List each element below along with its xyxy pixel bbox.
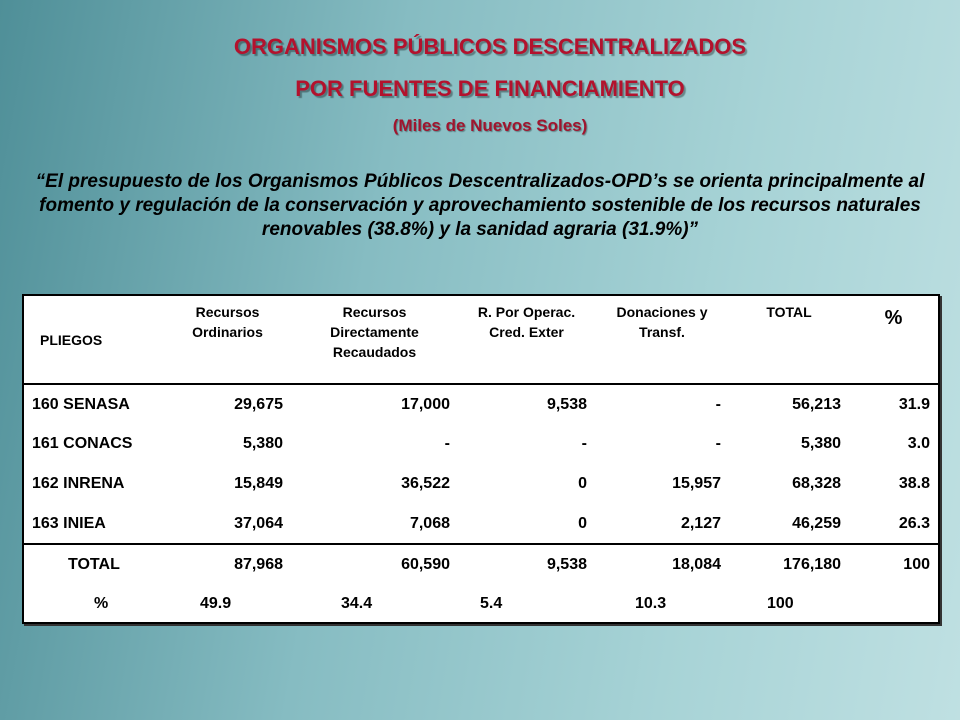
header-operac-cred-exter: R. Por Operac. Cred. Exter <box>477 304 576 340</box>
row-pliego: 162 INRENA <box>32 475 125 492</box>
cell-percent: 3.0 <box>907 435 930 452</box>
subtitle: (Miles de Nuevos Soles) <box>392 116 588 135</box>
cell-total: 68,328 <box>792 475 841 492</box>
total-row <box>24 544 938 584</box>
cell-recursos-ordinarios: 29,675 <box>164 384 291 424</box>
total-percent: 100 <box>849 544 938 584</box>
percent-donaciones: 10.3 <box>635 595 667 612</box>
cell-total: 56,213 <box>729 384 849 424</box>
budget-table <box>24 296 938 624</box>
cell-donaciones: 15,957 <box>672 475 721 492</box>
title-line-2: POR FUENTES DE FINANCIAMIENTO <box>295 76 685 101</box>
cell-percent: 38.8 <box>898 475 930 492</box>
cell-recursos-directamente-recaudados: 36,522 <box>401 475 450 492</box>
cell-recursos-directamente-recaudados: 7,068 <box>409 514 450 532</box>
cell-total: 46,259 <box>792 514 841 532</box>
header-pliegos: PLIEGOS <box>40 331 103 348</box>
percent-recursos-directamente-recaudados: 34.4 <box>341 595 373 612</box>
row-pliego: 163 INIEA <box>32 514 106 532</box>
title-line-1: ORGANISMOS PÚBLICOS DESCENTRALIZADOS <box>233 34 747 59</box>
percent-label: % <box>94 595 109 612</box>
header-donaciones: Donaciones y Transf. <box>616 304 708 340</box>
header-row <box>24 296 938 384</box>
cell-donaciones: 2,127 <box>680 514 721 532</box>
percent-empty <box>849 584 938 624</box>
header-recursos-directamente-recaudados: Recursos Directamente Recaudados <box>330 304 419 360</box>
percent-recursos-ordinarios: 49.9 <box>200 595 232 612</box>
cell-donaciones: - <box>715 435 721 452</box>
cell-total: 5,380 <box>800 435 841 452</box>
cell-recursos-directamente-recaudados: - <box>444 435 450 452</box>
total-recursos-directamente-recaudados: 60,590 <box>291 544 458 584</box>
cell-percent: 26.3 <box>898 514 930 532</box>
table-row <box>24 384 938 424</box>
table-row <box>24 504 938 544</box>
budget-table-container <box>22 294 940 624</box>
row-pliego: 160 SENASA <box>24 384 164 424</box>
header-total: TOTAL <box>766 304 812 320</box>
percent-row <box>24 584 938 624</box>
cell-donaciones: - <box>595 384 729 424</box>
cell-operac-cred-exter: 0 <box>578 475 587 492</box>
total-label: TOTAL <box>24 544 164 584</box>
cell-recursos-ordinarios: 15,849 <box>234 475 283 492</box>
percent-total: 100 <box>767 595 794 612</box>
cell-percent: 31.9 <box>849 384 938 424</box>
cell-operac-cred-exter: - <box>581 435 587 452</box>
cell-recursos-ordinarios: 37,064 <box>234 514 283 532</box>
quote-text: “El presupuesto de los Organismos Públicos Descentralizados-OPD’s se orienta principalmente al fomento y regulación de la conservación y aprovechamiento sostenible de los recursos naturales renovables (38.8%) y la sanidad agraria (31.9%)” <box>35 171 925 240</box>
total-recursos-ordinarios: 87,968 <box>164 544 291 584</box>
percent-operac-cred-exter: 5.4 <box>480 595 503 612</box>
table-row <box>24 424 938 464</box>
header-recursos-ordinarios: Recursos Ordinarios <box>192 304 263 340</box>
row-pliego: 161 CONACS <box>32 435 133 452</box>
cell-operac-cred-exter: 0 <box>578 514 587 532</box>
cell-recursos-ordinarios: 5,380 <box>242 435 283 452</box>
header-percent: % <box>884 307 903 329</box>
cell-recursos-directamente-recaudados: 17,000 <box>291 384 458 424</box>
cell-operac-cred-exter: 9,538 <box>458 384 595 424</box>
total-donaciones: 18,084 <box>595 544 729 584</box>
total-operac-cred-exter: 9,538 <box>458 544 595 584</box>
total-total: 176,180 <box>729 544 849 584</box>
table-row <box>24 464 938 504</box>
